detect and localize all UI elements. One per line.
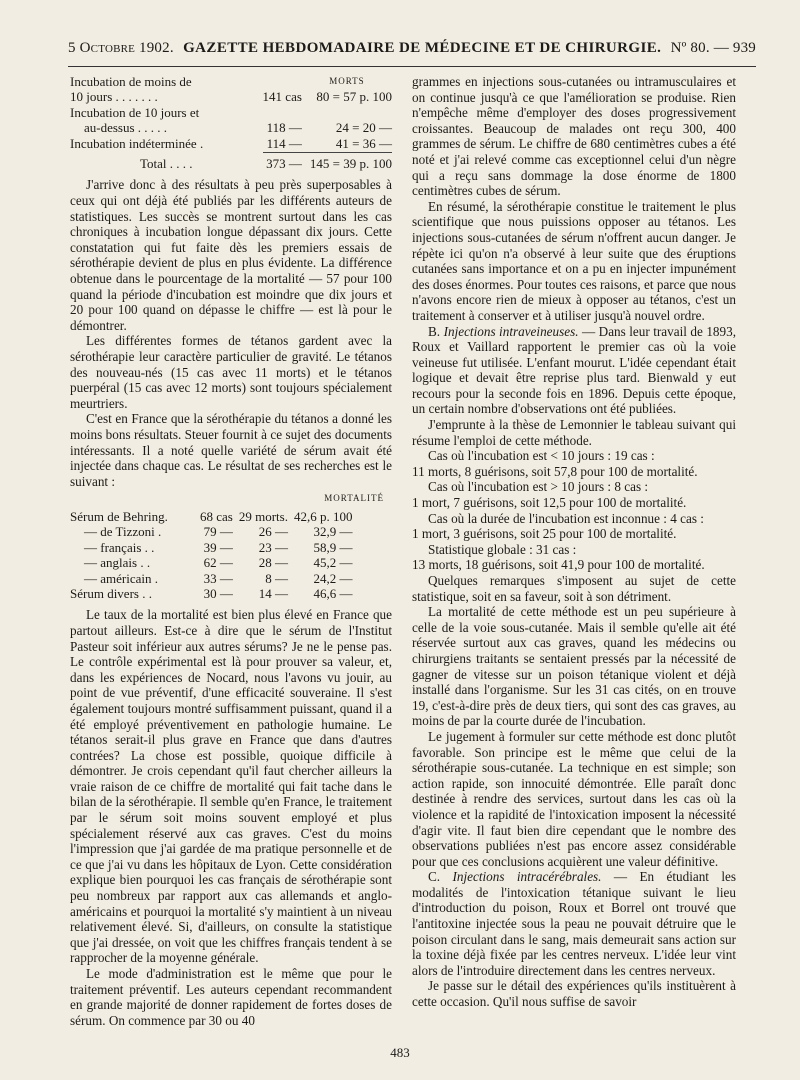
cases-cell: 79 —	[203, 524, 233, 540]
section-b-text: — Dans leur travail de 1893, Roux et Vaillard rapportent le premier cas où la voie veineuse fut utilisée. L'enfant mourut. L'idée cependant était logique et devait être reprise plus tard. Bienwald y eut recours pour la seconde fois en 1896. Depuis cette époque, un certain nombre d'observations ont été publiées.	[412, 323, 736, 417]
deaths-cell: 23 —	[258, 539, 288, 555]
table-row	[70, 555, 352, 570]
table-row-label: Incubation de moins de	[70, 74, 192, 89]
percent-cell: 42,6 p. 100	[293, 508, 353, 524]
paragraph: Je passe sur le détail des expériences qu'ils instituèrent à cette occasion. Qu'il nous suffise de savoir	[412, 978, 736, 1010]
section-b	[412, 324, 736, 418]
cases-cell: 33 —	[203, 570, 233, 586]
deaths-cell: 14 —	[258, 585, 288, 601]
incubation-table	[70, 74, 392, 171]
stats-body: 1 mort, 3 guérisons, soit 25 pour 100 de mortalité.	[412, 526, 677, 542]
table-row-label: Incubation de 10 jours et	[70, 104, 200, 120]
percent-cell: 45,2 —	[313, 555, 353, 571]
total-label: Total . . . .	[140, 156, 193, 172]
cases-cell: 62 —	[203, 555, 233, 571]
table-row	[70, 89, 392, 104]
table-row-label: 10 jours . . . . . . .	[70, 89, 158, 105]
paragraph: J'arrive donc à des résultats à peu près superposables à ceux qui ont déjà été publiés par les différents auteurs de statistiques. Les succès se montrent surtout dans les cas chroniques à incubation longue dépassant dix jours. Cette constatation qui fut faite dès les premiers essais de sérothérapie devient de plus en plus évidente. La différence obtenue dans le pourcentage de la mortalité — 57 pour 100 quand la période d'incubation est moindre que dix jours et 20 pour 100 quand on dépasse le chiffre — est là pour le démontrer.	[70, 177, 392, 333]
section-c-text: — En étudiant les modalités de l'intoxication tétanique suivant le lieu d'introduction du poison, Roux et Borrel ont trouvé que l'antitoxine injectée sous la peau ne pouvait détruire que le poison circulant dans le sang, mais demeurait sans action sur la toxine déjà fixée par les centres nerveux. L'idée leur vint alors de l'introduire directement dans les centres nerveux.	[412, 869, 737, 978]
total-cases: 373 —	[263, 151, 302, 171]
deaths-cell: 24 = 20 —	[335, 120, 392, 136]
paragraph: C'est en France que la sérothérapie du tétanos a donné les moins bons résultats. Steuer fournit à ce sujet des documents intéressants. Il a noté quelle variété de sérum avait été injectée dans chaque cas. Le résultat de ses recherches est le suivant :	[70, 411, 392, 489]
serum-label: — anglais . .	[84, 555, 151, 571]
deaths-cell: 80 = 57 p. 100	[316, 89, 392, 105]
section-c	[412, 869, 736, 978]
section-b-prefix: B.	[428, 323, 441, 339]
table-row	[70, 105, 392, 120]
paragraph: Les différentes formes de tétanos gardent avec la sérothérapie leur caractère particulier de gravité. Le tétanos des nouveau-nés (15 cas avec 11 morts) et le tétanos puerpéral (15 cas avec 12 morts) sont toujours spécialement meurtriers.	[70, 333, 392, 411]
percent-cell: 32,9 —	[313, 524, 353, 540]
paragraph: Le jugement à formuler sur cette méthode est donc plutôt favorable. Son principe est le même que celui de la sérothérapie sous-cutanée. La technique en est simple; son action rapide, son innocuité démontrée. Elle paraît donc destinée à rendre des services, surtout dans les cas où la violence et la rapidité de l'intoxication imposent la nécessité d'agir vite. Il faut bien dire cependant que le nombre des observations publiées n'est pas encore assez considérable pour que ces conclusions acquièrent une valeur définitive.	[412, 728, 736, 869]
table-row	[70, 120, 392, 135]
deaths-cell: 41 = 36 —	[335, 135, 392, 151]
right-column	[412, 74, 736, 1010]
paragraph: Le taux de la mortalité est bien plus élevé en France que partout ailleurs. Est-ce à dire que le sérum de l'Institut Pasteur soit inférieur aux autres sérums? Je ne le pense pas. Le contrôle expérimental est là pour prouver sa valeur, et, dans les expériences de Nocard, nous l'avons vu jouir, au point de vue préventif, d'une efficacité souveraine. Il s'est également toujours montré suffisamment puissant, quand il a été employé préventivement en pathologie humaine. Le tétanos serait-il plus grave en France que dans d'autres contrées? La chose est possible, quoique difficile à démontrer. Je crois cependant qu'il faut chercher ailleurs la vraie raison de ce chiffre de mortalité qui fait tache dans le bilan de la sérothérapie. Il semble qu'en France, le traitement par le sérum soit moins souvent employé et plus spécialement réservé aux cas graves. C'est du moins l'impression que j'ai gardée de ma pratique personnelle et de ce que j'ai vu dans les hôpitaux de Lyon. Cette considération explique bien pourquoi les cas français de sérothérapie sont peu nombreux par rapport aux cas allemands et anglo-américains et pourquoi la mortalité s'y maintient à un niveau relativement élevé. Si, d'ailleurs, on consulte la statistique que j'ai dressée, on voit que les chiffres français tendent à se rapprocher de la moyenne générale.	[70, 607, 392, 966]
table-row	[70, 509, 352, 524]
stats-body: 13 morts, 18 guérisons, soit 41,9 pour 100 de mortalité.	[412, 557, 705, 573]
stats-body: 1 mort, 7 guérisons, soit 12,5 pour 100 de mortalité.	[412, 495, 687, 511]
total-row	[70, 151, 392, 171]
paragraph: La mortalité de cette méthode est un peu supérieure à celle de la voie sous-cutanée. Mais il semble qu'elle ait été réservée surtout aux cas graves, quand les médecins ou chirurgiens traitants se sentaient pressés par la nécessité de gagner de vitesse sur un poison tétanique violent et déjà installé dans l'organisme. Sur les 31 cas cités, on en trouve 19, c'est-à-dire près de deux tiers, qui sont des cas graves, au moins de par la courte durée de l'incubation.	[412, 604, 736, 729]
morts-heading: MORTS	[329, 76, 365, 86]
issue-number: Nº 80. — 939	[670, 40, 756, 56]
serum-label: Sérum de Behring.	[70, 508, 168, 524]
paragraph: J'emprunte à la thèse de Lemonnier le tableau suivant qui résume l'emploi de cette méthode.	[412, 417, 736, 448]
cases-cell: 118 —	[266, 120, 302, 136]
table-row	[70, 524, 352, 539]
deaths-cell: 28 —	[258, 555, 288, 571]
issue-date: 5 Octobre 1902.	[68, 40, 174, 56]
left-column	[70, 74, 392, 1028]
table-row-label: au-dessus . . . . .	[84, 120, 168, 136]
serum-table	[70, 509, 352, 601]
table-row	[70, 571, 352, 586]
deaths-cell: 29 morts.	[238, 508, 288, 524]
paragraph: En résumé, la sérothérapie constitue le traitement le plus scientifique que nous puissions opposer au tétanos. Les injections sous-cutanées de sérum n'offrent aucun danger. Je répète ici qu'on n'a observé à leur suite que des éruptions cutanées sans importance et on a pu en injecter impunément des doses énormes. Pour toutes ces raisons, et parce que nous n'avons encore rien de mieux à opposer au tétanos, c'est un traitement à conserver et à utiliser jusqu'à nouvel ordre.	[412, 198, 736, 323]
serum-label: — américain .	[84, 570, 158, 586]
stats-head: Cas où l'incubation est < 10 jours : 19 cas :	[428, 448, 655, 464]
cases-cell: 68 cas	[200, 508, 233, 524]
serum-label: — de Tizzoni .	[84, 524, 162, 540]
stats-head: Statistique globale : 31 cas :	[428, 541, 577, 557]
section-c-prefix: C.	[428, 869, 441, 885]
cases-cell: 30 —	[203, 585, 233, 601]
section-c-title: Injections intracérébrales.	[452, 869, 602, 885]
stats-block	[412, 448, 736, 573]
page-number: 483	[390, 1045, 410, 1060]
percent-cell: 24,2 —	[313, 570, 353, 586]
deaths-cell: 26 —	[258, 524, 288, 540]
cases-cell: 114 —	[266, 135, 302, 151]
table-row	[70, 136, 392, 151]
percent-cell: 58,9 —	[313, 539, 353, 555]
serum-label: Sérum divers . .	[70, 585, 152, 601]
percent-cell: 46,6 —	[313, 585, 353, 601]
paragraph: Quelques remarques s'imposent au sujet de cette statistique, soit en sa faveur, soit à son détriment.	[412, 573, 736, 604]
deaths-cell: 8 —	[265, 570, 288, 586]
serum-label: — français . .	[84, 539, 155, 555]
cases-cell: 141 cas	[262, 89, 302, 105]
cases-cell: 39 —	[203, 539, 233, 555]
table-row	[70, 540, 352, 555]
header-rule	[68, 66, 756, 67]
section-b-title: Injections intraveineuses.	[443, 323, 579, 339]
table-row-label: Incubation indéterminée .	[70, 135, 204, 151]
page-header	[68, 40, 756, 57]
stats-head: Cas où la durée de l'incubation est inconnue : 4 cas :	[428, 510, 704, 526]
journal-title: GAZETTE HEBDOMADAIRE DE MÉDECINE ET DE CHIRURGIE.	[183, 40, 662, 56]
mortalite-heading: MORTALITÉ	[324, 493, 384, 504]
total-deaths: 145 = 39 p. 100	[302, 151, 392, 171]
paragraph: grammes en injections sous-cutanées ou intramusculaires et on continue jusqu'à ce que l'amélioration se produise. Rien n'empêche même d'employer des doses progressivement croissantes. Beaucoup de malades ont reçu 300, 400 grammes de sérum. Le chiffre de 680 centimètres cubes a été noté et j'ai relevé comme cas exceptionnel celui d'un nègre qui a reçu sans dommage la dose énorme de 1800 centimètres cubes de sérum.	[412, 74, 736, 199]
paragraph: Le mode d'administration est le même que pour le traitement préventif. Les auteurs cependant recommandent en grande majorité de donner rapidement de fortes doses de sérum. On commence par 30 ou 40	[70, 966, 392, 1028]
stats-body: 11 morts, 8 guérisons, soit 57,8 pour 100 de mortalité.	[412, 463, 698, 479]
stats-head: Cas où l'incubation est > 10 jours : 8 cas :	[428, 479, 649, 495]
table-row	[70, 586, 352, 601]
